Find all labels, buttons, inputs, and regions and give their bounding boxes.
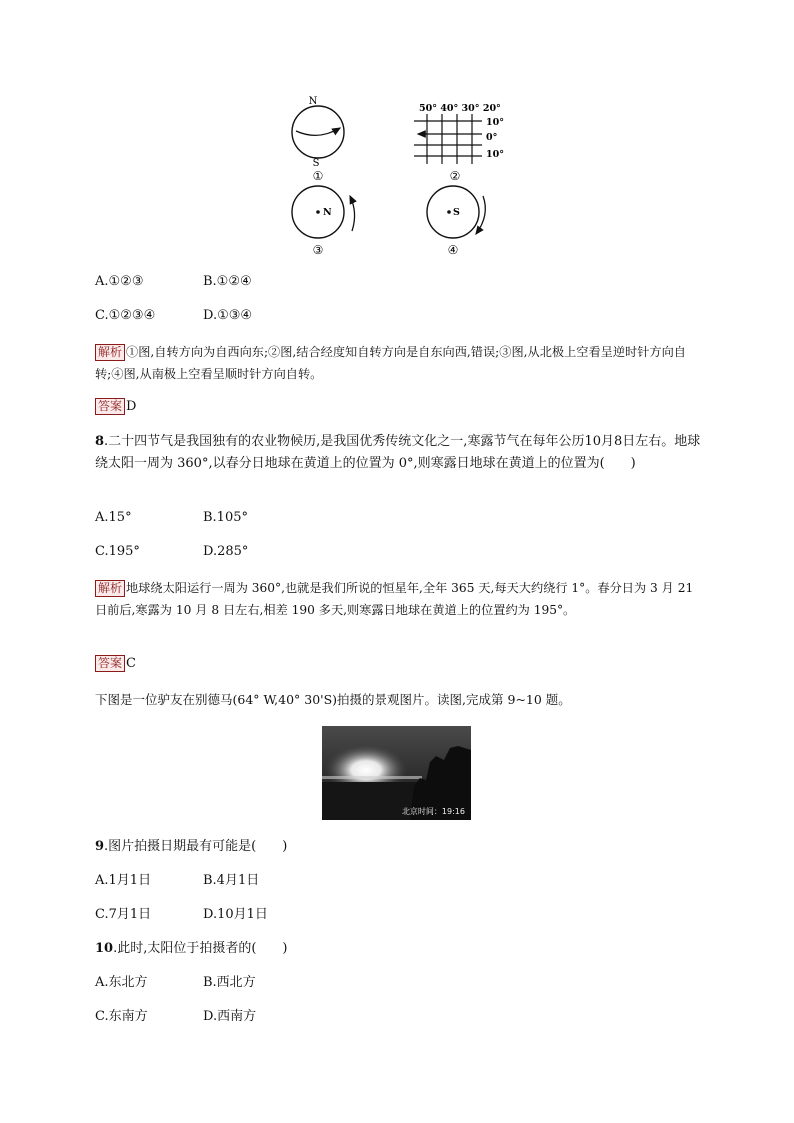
- q8-option-b: B.105°: [203, 510, 248, 525]
- answer-value: C: [126, 656, 136, 671]
- q7-answer: [95, 398, 136, 416]
- explanation-tag: 解析: [95, 344, 125, 361]
- q9-option-b: B.4月1日: [203, 873, 260, 888]
- q10-option-b: B.西北方: [203, 975, 256, 990]
- question-stem: .二十四节气是我国独有的农业物候历,是我国优秀传统文化之一,寒露节气在每年公历10月8日左右。地球绕太阳一周为 360°,以春分日地球在黄道上的位置为 0°,则寒露日地球在黄道上的位置为( ): [95, 434, 701, 471]
- south-pole-dot: [447, 210, 451, 214]
- q8-explanation: [95, 577, 701, 621]
- latitude-label-3: 10°: [486, 149, 504, 160]
- q7-explanation: [95, 341, 701, 385]
- longitude-labels: 50° 40° 30° 20°: [419, 103, 501, 114]
- latitude-label-1: 10°: [486, 117, 504, 128]
- grid-lines: [414, 114, 482, 164]
- q9-option-a: A.1月1日: [95, 873, 152, 888]
- explanation-text: 地球绕太阳运行一周为 360°,也就是我们所说的恒星年,全年 365 天,每天大约绕行 1°。春分日为 3 月 21 日前后,寒露为 10 月 8 日左右,相差 190 多天,则寒露日地球在黄道上的位置约为 195°。: [95, 581, 694, 617]
- question-number: 9: [95, 839, 105, 854]
- sunset-photo: [322, 726, 471, 820]
- q7-option-c: C.①②③④: [95, 308, 156, 323]
- question-number: 8: [95, 434, 105, 449]
- explanation-tag: 解析: [95, 580, 125, 597]
- q8-option-c: C.195°: [95, 544, 140, 559]
- q10-option-d: D.西南方: [203, 1009, 257, 1024]
- north-pole-dot: [316, 210, 320, 214]
- diagram-1-label: ①: [312, 169, 324, 183]
- rotation-diagrams-figure: [0, 0, 794, 270]
- south-label: S: [312, 158, 320, 169]
- q7-option-b: B.①②④: [203, 274, 252, 289]
- q8-answer: [95, 655, 136, 673]
- rotation-arrow-3: [350, 196, 355, 231]
- q10-stem: [95, 940, 288, 958]
- q9-stem: [95, 838, 287, 856]
- q8-stem: [95, 431, 701, 475]
- q8-option-d: D.285°: [203, 544, 249, 559]
- diagram-1: [292, 96, 344, 183]
- q7-option-a: A.①②③: [95, 274, 144, 289]
- question-stem: .此时,太阳位于拍摄者的( ): [113, 941, 288, 956]
- q10-option-a: A.东北方: [95, 975, 148, 990]
- q9-option-d: D.10月1日: [203, 907, 268, 922]
- answer-tag: 答案: [95, 398, 125, 415]
- answer-tag: 答案: [95, 655, 125, 672]
- q10-option-c: C.东南方: [95, 1009, 148, 1024]
- answer-value: D: [126, 399, 137, 414]
- diagram-3-label: ③: [312, 243, 324, 257]
- rotation-arrow-1: [296, 128, 340, 135]
- north-label: N: [308, 96, 318, 107]
- diagram-3: [292, 186, 355, 257]
- diagram-4-label: ④: [447, 243, 459, 257]
- question-stem: .图片拍摄日期最有可能是( ): [104, 839, 288, 854]
- south-pole-label: S: [453, 207, 460, 218]
- north-pole-label: N: [323, 207, 332, 218]
- diagram-4: [427, 186, 485, 257]
- diagram-2-label: ②: [449, 169, 461, 183]
- explanation-text: ①图,自转方向为自西向东;②图,结合经度知自转方向是自东向西,错误;③图,从北极上空看呈逆时针方向自转;④图,从南极上空看呈顺时针方向自转。: [95, 345, 686, 381]
- q8-option-a: A.15°: [95, 510, 132, 525]
- q9-option-c: C.7月1日: [95, 907, 152, 922]
- diagram-2: [414, 103, 504, 183]
- passage-intro: 下图是一位驴友在别德马(64° W,40° 30'S)拍摄的景观图片。读图,完成第 9~10 题。: [95, 692, 571, 707]
- question-number: 10: [95, 941, 114, 956]
- sunset-scene: [322, 726, 471, 820]
- latitude-label-2: 0°: [486, 132, 498, 143]
- photo-caption: 北京时间：19:16: [401, 807, 465, 816]
- q7-option-d: D.①③④: [203, 308, 253, 323]
